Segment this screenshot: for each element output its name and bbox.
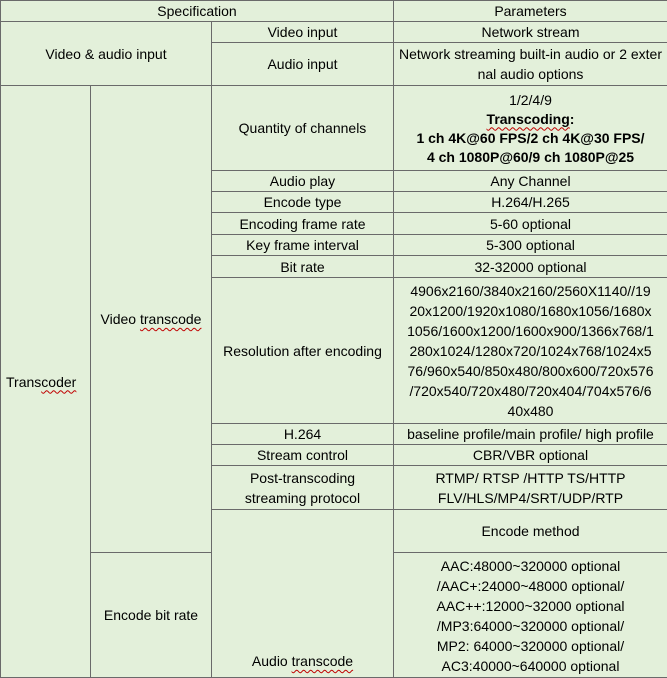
audio-transcode-label-first: Audio [251, 653, 288, 669]
video-transcode-label-first: Video [100, 311, 137, 327]
channels-line-2-suffix: : [569, 110, 575, 127]
channels-name: Quantity of channels [212, 86, 394, 171]
encode-type-value: H.264/H.265 [394, 192, 667, 213]
table-row [1, 86, 667, 171]
header-specification: Specification [1, 1, 394, 22]
protocol-name-line-2: streaming protocol [244, 489, 361, 506]
channels-value [394, 86, 667, 171]
channels-line-1: 1/2/4/9 [509, 91, 552, 108]
protocol-value [394, 466, 667, 510]
encode-bit-rate-line-3: AAC++:12000~32000 optional [436, 598, 625, 614]
video-transcode-label-second: transcode [139, 311, 202, 327]
audio-play-name: Audio play [212, 171, 394, 192]
h264-name: H.264 [212, 424, 394, 445]
stream-control-value: CBR/VBR optional [394, 445, 667, 466]
encode-method-name: Encode method [394, 510, 667, 553]
key-frame-interval-name: Key frame interval [212, 235, 394, 256]
audio-input-value: Network streaming built-in audio or 2 external audio options [394, 43, 667, 86]
audio-input-name: Audio input [212, 43, 394, 86]
header-parameters: Parameters [394, 1, 667, 22]
audio-play-value: Any Channel [394, 171, 667, 192]
channels-line-3: 1 ch 4K@60 FPS/2 ch 4K@30 FPS/ [416, 129, 645, 146]
bit-rate-value: 32-32000 optional [394, 256, 667, 278]
resolution-line-5: 76/960x540/850x480/800x600/720x576 [407, 362, 654, 379]
transcoder-label-prefix: Trans [6, 373, 42, 390]
resolution-line-1: 4906x2160/3840x2160/2560X1140//19 [410, 282, 651, 299]
encode-bit-rate-line-5: MP2: 64000~320000 optional/ [436, 638, 625, 654]
key-frame-interval-value: 5-300 optional [394, 235, 667, 256]
resolution-value [394, 278, 667, 424]
encode-bit-rate-line-1: AAC:48000~320000 optional [440, 558, 621, 574]
encoding-frame-rate-value: 5-60 optional [394, 213, 667, 235]
resolution-line-6: /720x540/720x480/720x404/704x576/6 [409, 382, 652, 399]
video-input-name: Video input [212, 22, 394, 43]
resolution-line-3: 1056/1600x1200/1600x900/1366x768/1 [407, 322, 654, 339]
resolution-line-7: 40x480 [507, 402, 554, 419]
encode-bit-rate-line-4: /MP3:64000~320000 optional/ [436, 618, 625, 634]
encode-type-name: Encode type [212, 192, 394, 213]
channels-line-4: 4 ch 1080P@60/9 ch 1080P@25 [426, 148, 635, 165]
video-input-value: Network stream [394, 22, 667, 43]
table-row [1, 22, 667, 43]
encode-bit-rate-name: Encode bit rate [91, 553, 212, 678]
video-audio-input-label: Video & audio input [1, 22, 212, 86]
channels-line-2 [397, 110, 664, 129]
protocol-name-line-1: Post-transcoding [249, 469, 356, 486]
protocol-value-line-2: FLV/HLS/MP4/SRT/UDP/RTP [437, 489, 624, 506]
stream-control-name: Stream control [212, 445, 394, 466]
audio-transcode-label [212, 510, 394, 678]
protocol-value-line-1: RTMP/ RTSP /HTTP TS/HTTP [435, 469, 626, 486]
protocol-name [212, 466, 394, 510]
transcoder-label [1, 86, 91, 678]
bit-rate-name: Bit rate [212, 256, 394, 278]
transcoder-label-word: coder [41, 373, 77, 390]
video-transcode-label [91, 86, 212, 553]
encoding-frame-rate-name: Encoding frame rate [212, 213, 394, 235]
encode-bit-rate-line-6: AC3:40000~640000 optional [441, 658, 620, 674]
audio-transcode-label-second: transcode [291, 653, 354, 669]
encode-bit-rate-line-2: /AAC+:24000~48000 optional/ [436, 578, 625, 594]
resolution-line-4: 280x1024/1280x720/1024x768/1024x5 [409, 342, 652, 359]
header-row [1, 1, 667, 22]
channels-line-2-word: Transcoding [486, 110, 570, 127]
resolution-line-2: 20x1200/1920x1080/1680x1056/1680x [409, 302, 652, 319]
h264-value: baseline profile/main profile/ high profile [394, 424, 667, 445]
encode-bit-rate-value [394, 553, 667, 678]
resolution-name: Resolution after encoding [212, 278, 394, 424]
